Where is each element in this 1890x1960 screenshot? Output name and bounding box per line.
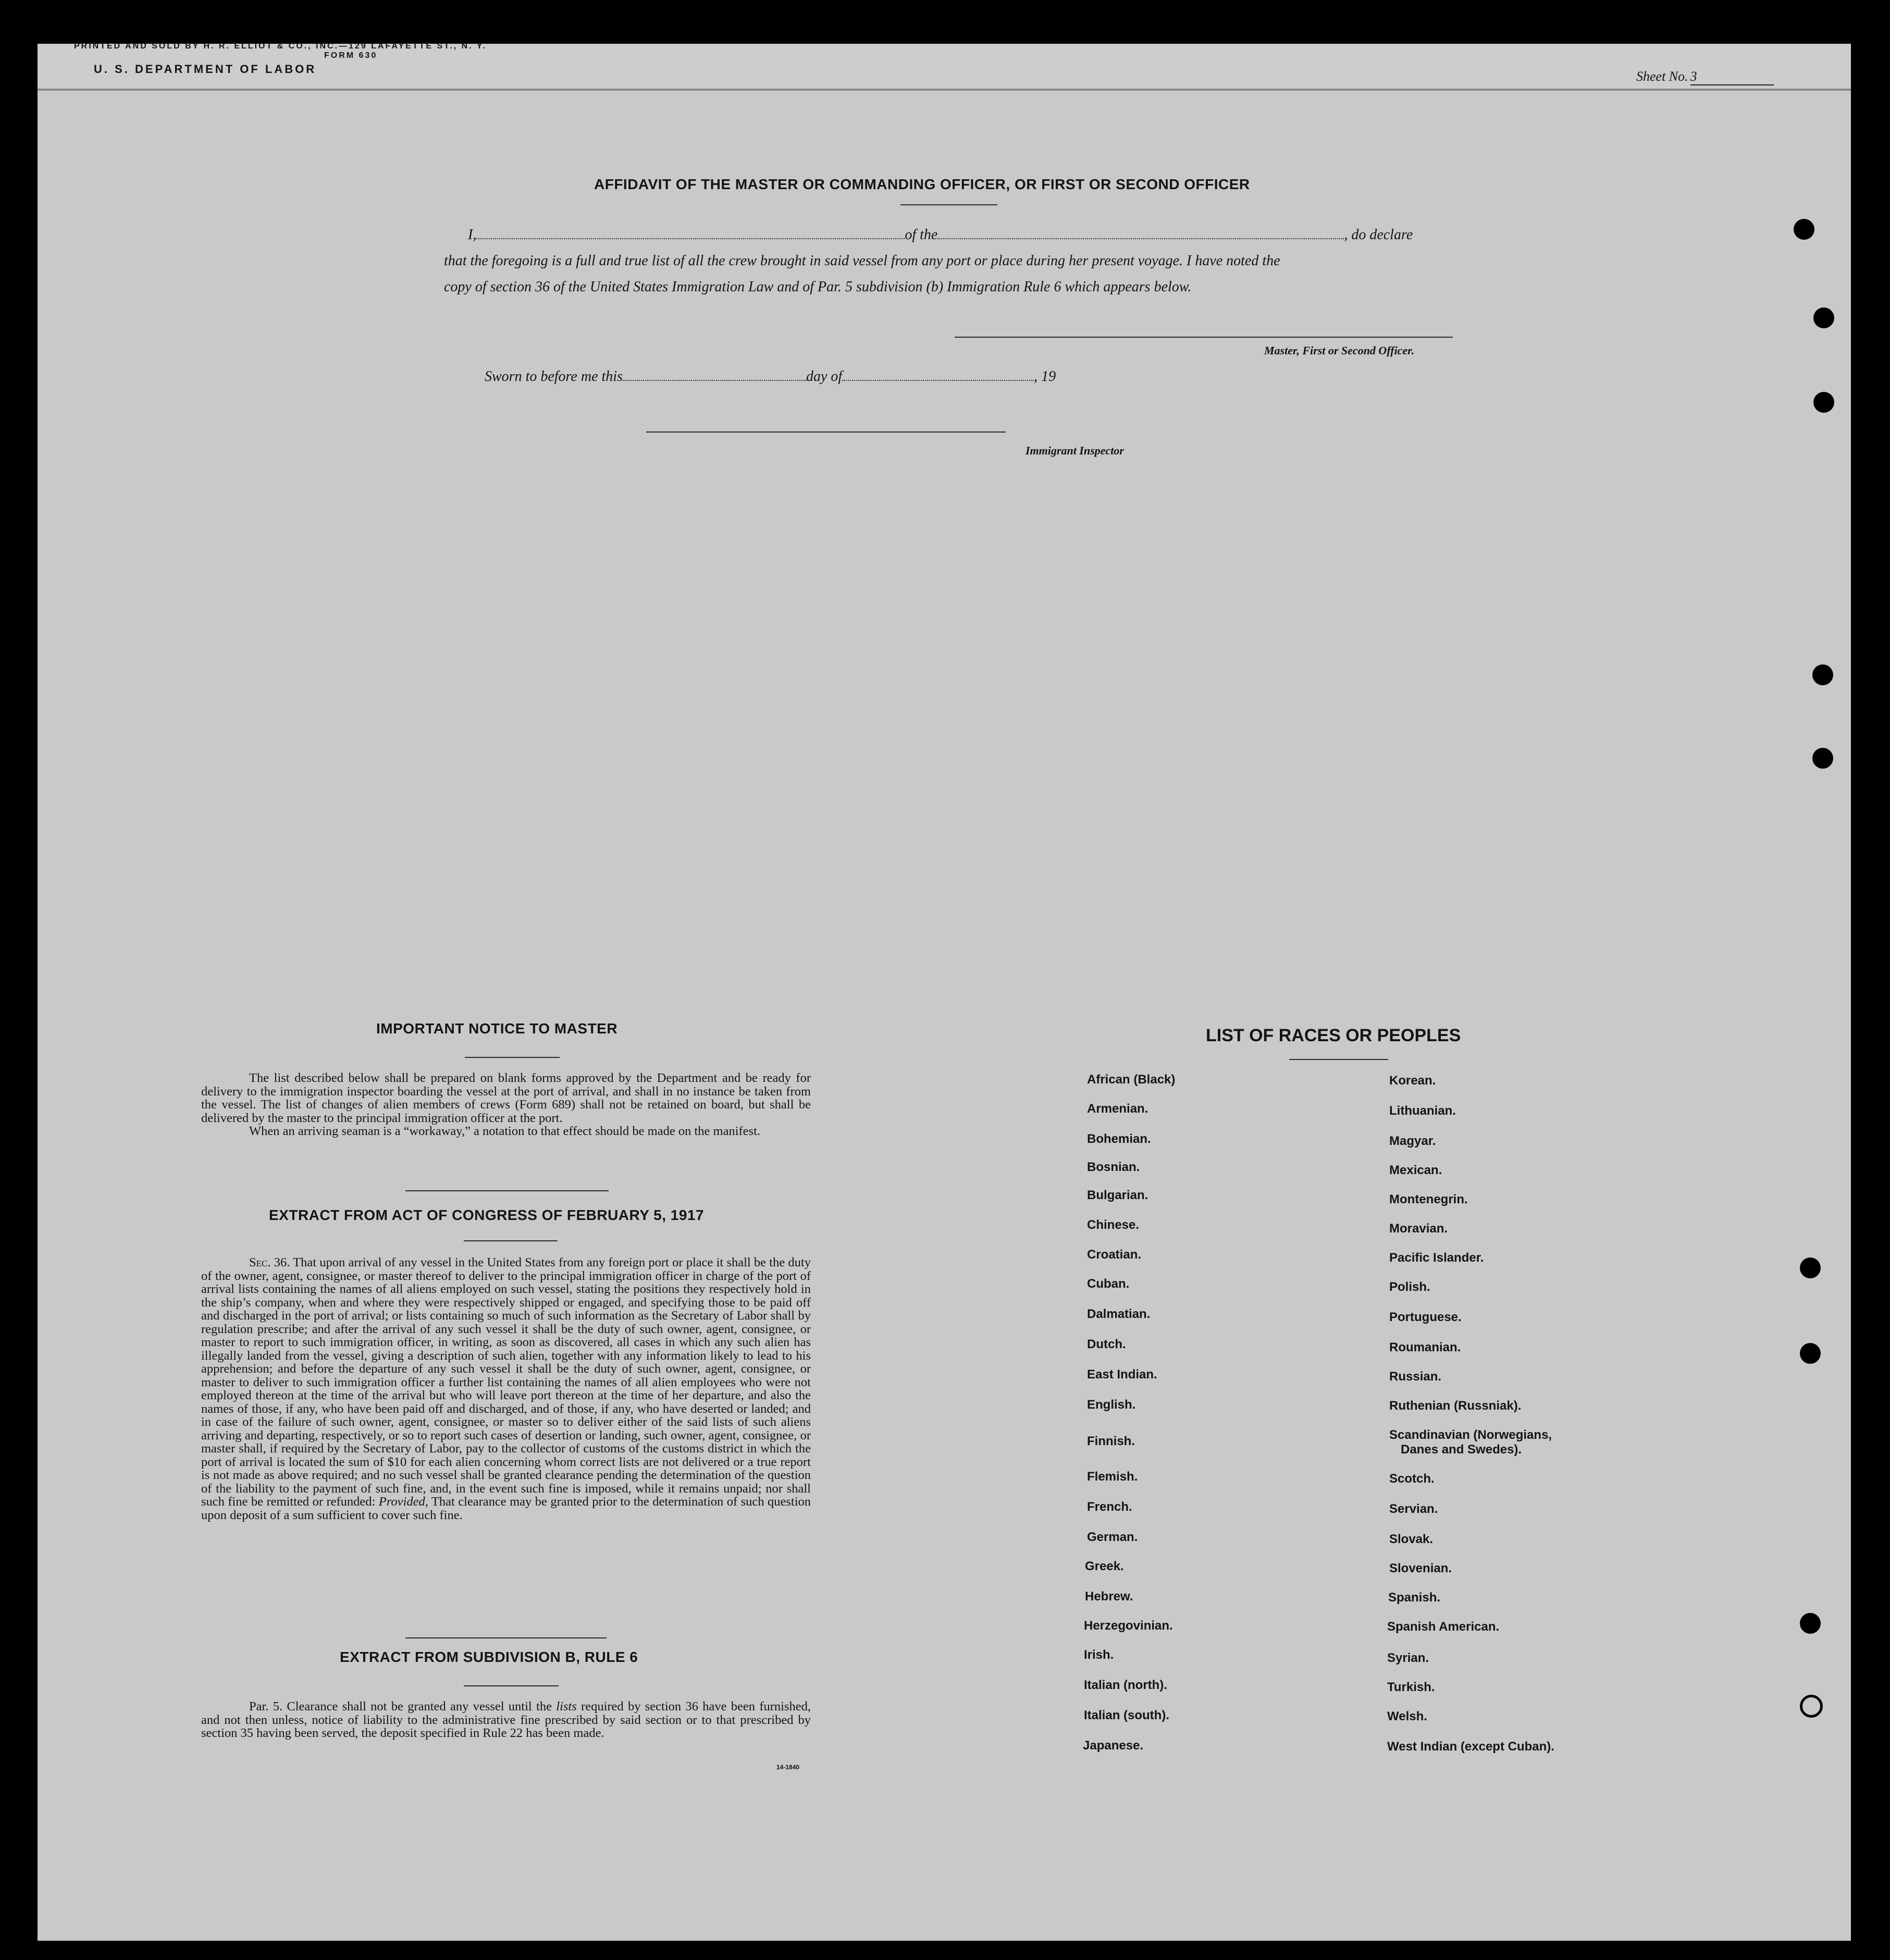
punch-hole (1800, 1258, 1821, 1278)
affidavit-line2: that the foregoing is a full and true list of all the crew brought in said vessel from any port or place during her present voyage. I have noted the (444, 253, 1280, 269)
notice-title: IMPORTANT NOTICE TO MASTER (376, 1020, 618, 1037)
race-item: Scandinavian (Norwegians, (1389, 1428, 1552, 1442)
punch-hole (1800, 1613, 1821, 1634)
race-item: Hebrew. (1085, 1589, 1133, 1604)
signature-caption: Master, First or Second Officer. (1264, 344, 1415, 357)
sworn-label: Sworn to before me this (485, 368, 623, 385)
race-item: Polish. (1389, 1280, 1430, 1294)
name-blank[interactable] (476, 238, 905, 239)
divider (465, 1057, 560, 1058)
printer-imprint (74, 42, 487, 60)
divider (405, 1637, 607, 1638)
race-item: Dalmatian. (1087, 1307, 1151, 1321)
act-title: EXTRACT FROM ACT OF CONGRESS OF FEBRUARY 5, 1917 (269, 1207, 705, 1223)
notice-para1: The list described below shall be prepared on blank forms approved by the Department and be ready for delivery to the immigration inspector boarding the vessel at the port of arrival, and shall in no instance be taken from the vessel. The list of changes of alien members of crews (Form 689) shall not be retained on board, but shall be delivered by the master to the principal immigration officer at the port. (201, 1071, 811, 1125)
race-item: Bulgarian. (1087, 1188, 1148, 1202)
rule-text-b: required by section 36 have been furnished, and not then unless, notice of liability to the administrative fine prescribed by said section or to that prescribed by section 35 having been served, the deposit specified in Rule 22 has been made. (201, 1699, 811, 1740)
notice-paragraph (201, 1125, 811, 1138)
divider (405, 1190, 609, 1191)
punch-hole (1800, 1695, 1823, 1718)
race-item: Flemish. (1087, 1470, 1138, 1484)
month-blank[interactable] (842, 380, 1034, 381)
affidavit-title: AFFIDAVIT OF THE MASTER OR COMMANDING OFFICER, OR FIRST OR SECOND OFFICER (594, 176, 1250, 192)
sworn-line (485, 365, 1056, 389)
race-item: Japanese. (1083, 1739, 1144, 1753)
punch-hole (1813, 392, 1834, 413)
race-item: Lithuanian. (1389, 1104, 1456, 1118)
punch-hole (1812, 664, 1833, 685)
affidavit-line3: copy of section 36 of the United States Immigration Law and of Par. 5 subdivision (b) Immigration Rule 6 which appears below. (444, 279, 1192, 295)
race-item: Bosnian. (1087, 1160, 1140, 1174)
race-item: Pacific Islander. (1389, 1251, 1484, 1265)
of-the-label: of the (905, 227, 938, 243)
divider (464, 1240, 558, 1241)
printer-line: PRINTED AND SOLD BY H. R. ELLIOT & CO., INC.—129 LAFAYETTE ST., N. Y. (74, 42, 487, 51)
race-item: Magyar. (1389, 1134, 1436, 1148)
race-item: Cuban. (1087, 1277, 1130, 1291)
race-item: Syrian. (1387, 1651, 1429, 1665)
punch-hole (1794, 219, 1814, 240)
section-label: Sec. 36. (249, 1255, 290, 1269)
vessel-blank[interactable] (937, 238, 1344, 239)
lists-word: lists (556, 1699, 577, 1714)
rule-paragraph (201, 1700, 811, 1740)
race-item: Spanish American. (1387, 1620, 1500, 1634)
race-item: Irish. (1084, 1648, 1114, 1662)
race-item: Spanish. (1388, 1591, 1441, 1605)
race-item: Servian. (1389, 1502, 1438, 1516)
form-code: 14-1840 (776, 1764, 800, 1771)
race-item: Finnish. (1087, 1434, 1135, 1448)
form-sheet (38, 44, 1851, 1941)
race-item: Italian (south). (1084, 1708, 1169, 1722)
race-item: Korean. (1389, 1074, 1436, 1088)
sheet-number (1636, 69, 1774, 85)
day-of-label: day of (806, 368, 843, 385)
punch-hole (1812, 748, 1833, 769)
race-item: English. (1087, 1398, 1136, 1412)
race-item: Mexican. (1389, 1163, 1442, 1177)
day-blank[interactable] (623, 380, 806, 381)
notice-para2: When an arriving seaman is a “workaway,” a notation to that effect should be made on the manifest. (249, 1124, 761, 1138)
race-item: Armenian. (1087, 1102, 1148, 1116)
race-item: Slovak. (1389, 1532, 1434, 1546)
race-item: Greek. (1085, 1559, 1124, 1573)
race-item: Danes and Swedes). (1401, 1443, 1522, 1457)
inspector-signature-line[interactable] (646, 432, 1006, 433)
race-item: Moravian. (1389, 1222, 1448, 1236)
race-item: West Indian (except Cuban). (1387, 1740, 1554, 1754)
race-item: German. (1087, 1530, 1138, 1544)
form-number: FORM 630 (324, 51, 378, 60)
race-item: Bohemian. (1087, 1132, 1151, 1146)
i-label: I, (468, 227, 477, 243)
provided-word: Provided, (378, 1495, 428, 1509)
race-item: Welsh. (1387, 1709, 1427, 1723)
department-name: U. S. DEPARTMENT OF LABOR (94, 63, 317, 76)
race-item: Slovenian. (1389, 1561, 1452, 1575)
race-item: Dutch. (1087, 1337, 1126, 1351)
sheet-number-value: 3 (1690, 69, 1774, 85)
notice-paragraph (201, 1071, 811, 1125)
rule-body (201, 1700, 811, 1740)
punch-hole (1813, 307, 1834, 328)
races-title: LIST OF RACES OR PEOPLES (1206, 1026, 1461, 1045)
race-item: Croatian. (1087, 1248, 1142, 1262)
notice-body (201, 1071, 811, 1138)
act-text-a: That upon arrival of any vessel in the United States from any foreign port or place it shall be the duty of the owner, agent, consignee, or master thereof to deliver to the principal immigration officer in charge of the port of arrival lists containing the names of all aliens employed on such vessel, stating the positions they respectively hold in the ship’s company, when and where they were respectively shipped or engaged, and specifying those to be paid off and discharged in the port of arrival; or lists containing so much of such information as the Secretary of Labor shall by regulation prescribe; and after the arrival of any such vessel it shall be the duty of such owner, agent, consignee, or master to report to such immigration officer, in writing, as soon as discovered, all cases in which any such alien has illegally landed from the vessel, giving a description of such alien, together with any information likely to lead to his apprehension; and before the departure of any such vessel it shall be the duty of such owner, agent, consignee, or master to deliver to such immigration officer a further list containing the names of all alien employees who were not employed thereon at the time of the arrival but who will leave port thereon at the time of her departure, and also the names of those, if any, who have been paid off and discharged, and of those, if any, who have deserted or landed; and in case of the failure of such owner, agent, consignee, or master so to deliver either of the said lists of such aliens arriving and departing, respectively, or so to report such cases of desertion or landing, such owner, agent, consignee, or master shall, if required by the Secretary of Labor, pay to the collector of customs of the customs district in which the port of arrival is located the sum of $10 for each alien concerning whom correct lists are not delivered or a true report is not made as above required; and no such vessel shall be granted clearance pending the determination of the question of the liability to the payment of such fine, and, in the event such fine is imposed, while it remains unpaid; nor shall such fine be remitted or refunded: (201, 1255, 811, 1509)
race-item: Russian. (1389, 1370, 1442, 1384)
race-item: Ruthenian (Russniak). (1389, 1399, 1522, 1413)
affidavit-line1 (468, 223, 1413, 247)
race-item: Montenegrin. (1389, 1192, 1468, 1206)
divider (900, 204, 997, 205)
act-paragraph (201, 1256, 811, 1522)
race-item: French. (1087, 1500, 1132, 1514)
race-item: Italian (north). (1084, 1678, 1167, 1692)
do-declare-label: , do declare (1344, 227, 1413, 243)
race-item: Roumanian. (1389, 1340, 1461, 1354)
race-item: East Indian. (1087, 1367, 1157, 1382)
act-text-b: That clearance may be granted prior to the determination of such question upon deposit of a sum sufficient to cover such fine. (201, 1495, 811, 1522)
rule-title: EXTRACT FROM SUBDIVISION B, RULE 6 (340, 1649, 638, 1665)
divider (464, 1685, 559, 1686)
rule-text-a: Par. 5. Clearance shall not be granted any vessel until the (249, 1699, 552, 1714)
signature-line[interactable] (955, 337, 1453, 338)
year-label: , 19 (1034, 368, 1056, 385)
inspector-caption: Immigrant Inspector (1026, 444, 1124, 457)
act-body (201, 1256, 811, 1522)
race-item: Scotch. (1389, 1472, 1435, 1486)
race-item: Herzegovinian. (1084, 1619, 1173, 1633)
fold-line (38, 89, 1851, 91)
sheet-number-label: Sheet No. (1636, 69, 1688, 84)
race-item: Turkish. (1387, 1680, 1435, 1694)
race-item: Chinese. (1087, 1218, 1140, 1232)
divider (1289, 1059, 1388, 1060)
race-item: Portuguese. (1389, 1310, 1462, 1324)
race-item: African (Black) (1087, 1073, 1176, 1087)
punch-hole (1800, 1343, 1821, 1364)
